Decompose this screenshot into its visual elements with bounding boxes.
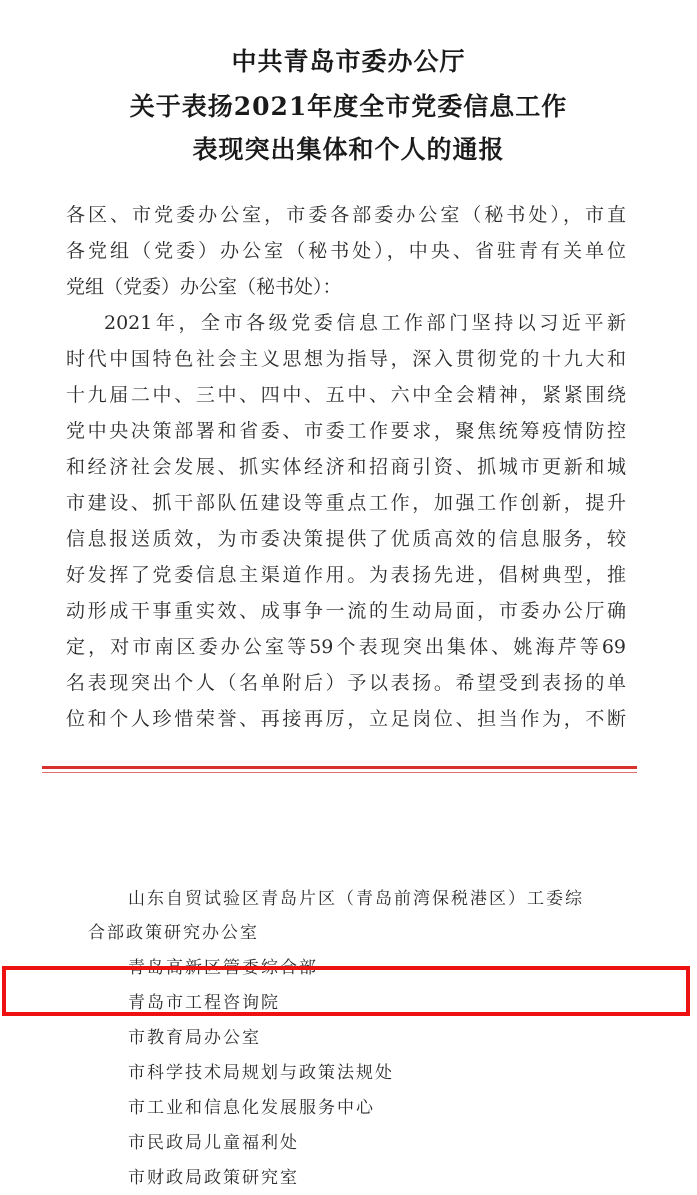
page-divider (42, 766, 637, 769)
document-title-line-3: 表现突出集体和个人的通报 (192, 135, 505, 164)
document-title-line-1: 中共青岛市委办公厅 (231, 47, 466, 76)
highlight-box (2, 966, 690, 1016)
body-paragraph-line: 时代中国特色社会主义思想为指导，深入贯彻党的十九大和 (66, 348, 626, 370)
list-item: 市财政局政策研究室 (128, 1168, 299, 1188)
body-paragraph-line: 位和个人珍惜荣誉、再接再厉，立足岗位、担当作为，不断 (66, 708, 626, 730)
list-item: 市科学技术局规划与政策法规处 (128, 1063, 394, 1083)
document-title-line-2: 关于表扬2021年度全市党委信息工作 (129, 92, 568, 121)
body-paragraph-line: 信息报送质效，为市委决策提供了优质高效的信息服务，较 (66, 528, 626, 550)
body-paragraph-line: 市建设、抓干部队伍建设等重点工作，加强工作创新，提升 (66, 492, 626, 514)
salutation-line: 党组（党委）办公室（秘书处）： (66, 276, 342, 298)
list-item: 市教育局办公室 (128, 1028, 261, 1048)
body-paragraph-line: 动形成干事重实效、成事争一流的生动局面，市委办公厅确 (66, 600, 626, 622)
page-divider-thin (42, 772, 637, 773)
list-item: 市工业和信息化发展服务中心 (128, 1098, 375, 1118)
salutation-line: 各区、市党委办公室，市委各部委办公室（秘书处），市直 (66, 204, 626, 226)
body-paragraph-line: 好发挥了党委信息主渠道作用。为表扬先进，倡树典型，推 (66, 564, 626, 586)
list-item: 市民政局儿童福利处 (128, 1133, 299, 1153)
salutation-line: 各党组（党委）办公室（秘书处），中央、省驻青有关单位 (66, 240, 626, 262)
body-paragraph-line: 十九届二中、三中、四中、五中、六中全会精神，紧紧围绕 (66, 384, 626, 406)
body-paragraph-line: 名表现突出个人（名单附后）予以表扬。希望受到表扬的单 (66, 672, 626, 694)
body-paragraph-line: 2021年，全市各级党委信息工作部门坚持以习近平新 (104, 312, 626, 334)
body-paragraph-line: 和经济社会发展、抓实体经济和招商引资、抓城市更新和城 (66, 456, 626, 478)
body-paragraph-line: 定，对市南区委办公室等59个表现突出集体、姚海芹等69 (66, 636, 626, 658)
body-paragraph-line: 党中央决策部署和省委、市委工作要求，聚焦统筹疫情防控 (66, 420, 626, 442)
list-item: 山东自贸试验区青岛片区（青岛前湾保税港区）工委综 (128, 889, 584, 909)
list-item-highlighted: 青岛市工程咨询院 (128, 993, 280, 1013)
list-item: 青岛高新区管委综合部 (128, 958, 318, 978)
list-item-continuation: 合部政策研究办公室 (88, 923, 259, 943)
